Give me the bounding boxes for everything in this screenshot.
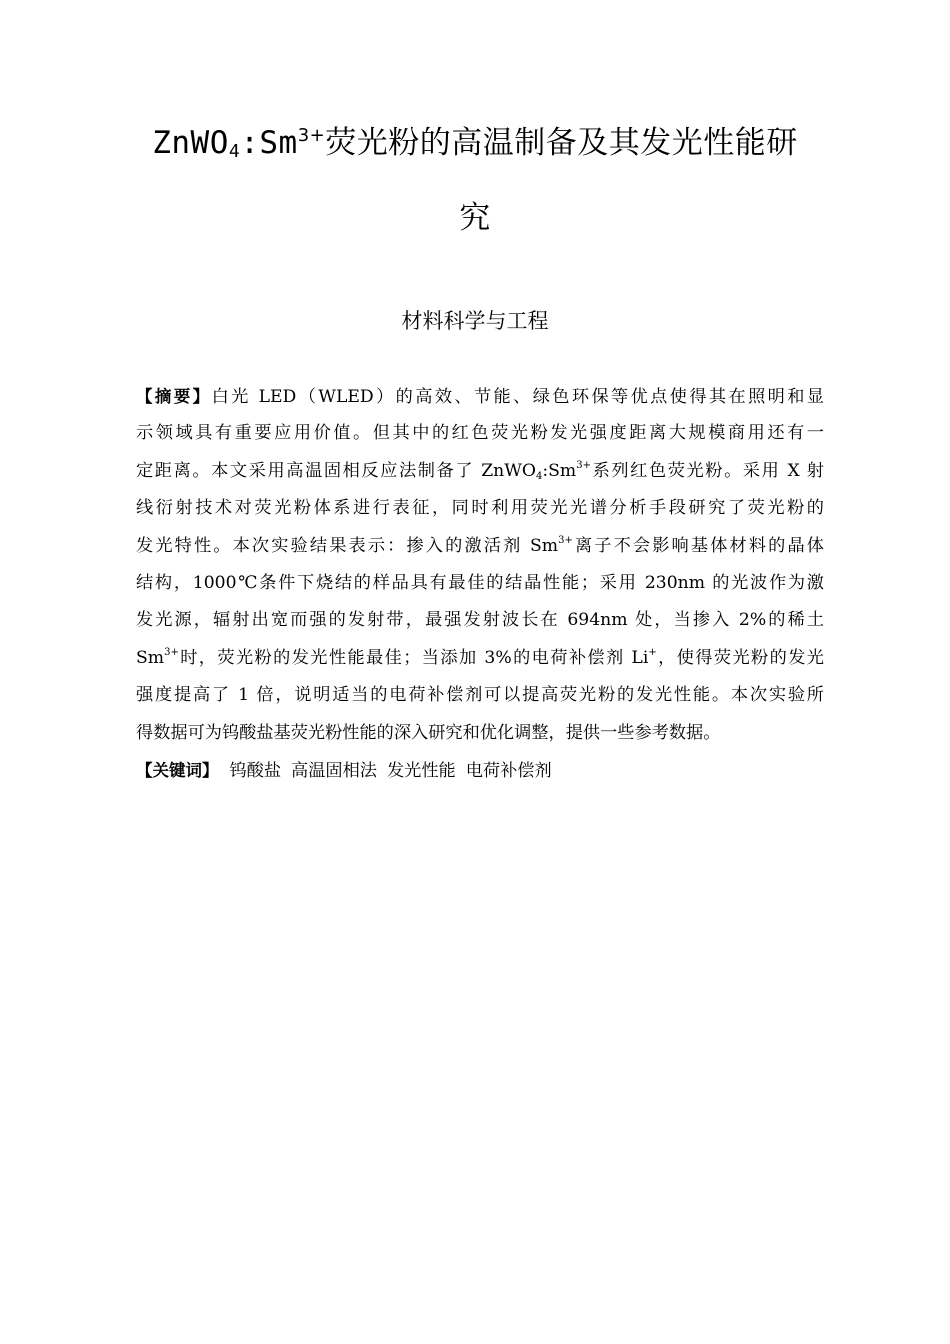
abstract-sup: 3+ bbox=[558, 534, 573, 546]
abstract-sub: 4 bbox=[535, 470, 543, 482]
abstract-line bbox=[136, 378, 824, 415]
abstract-text: 离子不会影响基体材料的晶体 bbox=[572, 535, 824, 556]
keywords-label: 【关键词】 bbox=[136, 760, 219, 780]
abstract-line: 示领域具有重要应用价值。但其中的红色荧光粉发光强度距离大规模商用还有一 bbox=[136, 423, 824, 444]
abstract-text: :Sm bbox=[542, 460, 577, 481]
keyword: 发光性能 bbox=[386, 760, 456, 781]
abstract-text: 定距离。本文采用高温固相反应法制备了 ZnWO bbox=[136, 460, 536, 481]
abstract-sup: 3+ bbox=[576, 459, 591, 471]
keyword: 高温固相法 bbox=[291, 760, 377, 781]
title-formula-colon: :Sm bbox=[240, 125, 298, 161]
abstract-line: 结构，1000℃条件下烧结的样品具有最佳的结晶性能；采用 230nm 的光波作为激 bbox=[136, 572, 824, 593]
title-formula-base: ZnWO bbox=[152, 125, 229, 161]
abstract-text: 系列红色荧光粉。采用 X 射 bbox=[590, 460, 824, 481]
page-title bbox=[120, 123, 830, 163]
page-title-line2: 究 bbox=[459, 200, 491, 236]
abstract-line bbox=[136, 528, 824, 565]
abstract-block bbox=[136, 378, 824, 789]
title-formula-sub: 4 bbox=[228, 141, 241, 162]
abstract-text: 发光特性。本次实验结果表示：掺入的激活剂 Sm bbox=[136, 535, 559, 556]
abstract-label: 【摘要】 bbox=[136, 387, 212, 406]
abstract-line: 强度提高了 1 倍，说明适当的电荷补偿剂可以提高荧光粉的发光性能。本次实验所 bbox=[136, 685, 824, 706]
abstract-line: 发光源，辐射出宽而强的发射带，最强发射波长在 694nm 处，当掺入 2%的稀土 bbox=[136, 610, 824, 631]
abstract-text: 白光 LED（WLED）的高效、节能、绿色环保等优点使得其在照明和显 bbox=[211, 387, 824, 407]
abstract-text: ，使得荧光粉的发光 bbox=[656, 647, 824, 668]
abstract-text: Sm bbox=[136, 647, 165, 668]
abstract-line bbox=[136, 640, 824, 677]
title-text-line1: 荧光粉的高温制备及其发光性能研 bbox=[325, 125, 798, 161]
major-name: 材料科学与工程 bbox=[401, 309, 549, 333]
abstract-line: 得数据可为钨酸盐基荧光粉性能的深入研究和优化调整，提供一些参考数据。 bbox=[136, 722, 721, 743]
abstract-line: 线衍射技术对荧光粉体系进行表征，同时利用荧光光谱分析手段研究了荧光粉的 bbox=[136, 498, 824, 519]
title-formula-sup: 3+ bbox=[297, 125, 326, 146]
abstract-text: 时，荧光粉的发光性能最佳；当添加 3%的电荷补偿剂 Li bbox=[178, 647, 649, 668]
abstract-sup: 3+ bbox=[164, 646, 179, 658]
keyword: 电荷补偿剂 bbox=[465, 760, 552, 781]
keyword: 钨酸盐 bbox=[229, 760, 282, 781]
abstract-line bbox=[136, 453, 824, 490]
abstract-sup: + bbox=[648, 646, 657, 658]
keywords-line bbox=[136, 752, 824, 789]
